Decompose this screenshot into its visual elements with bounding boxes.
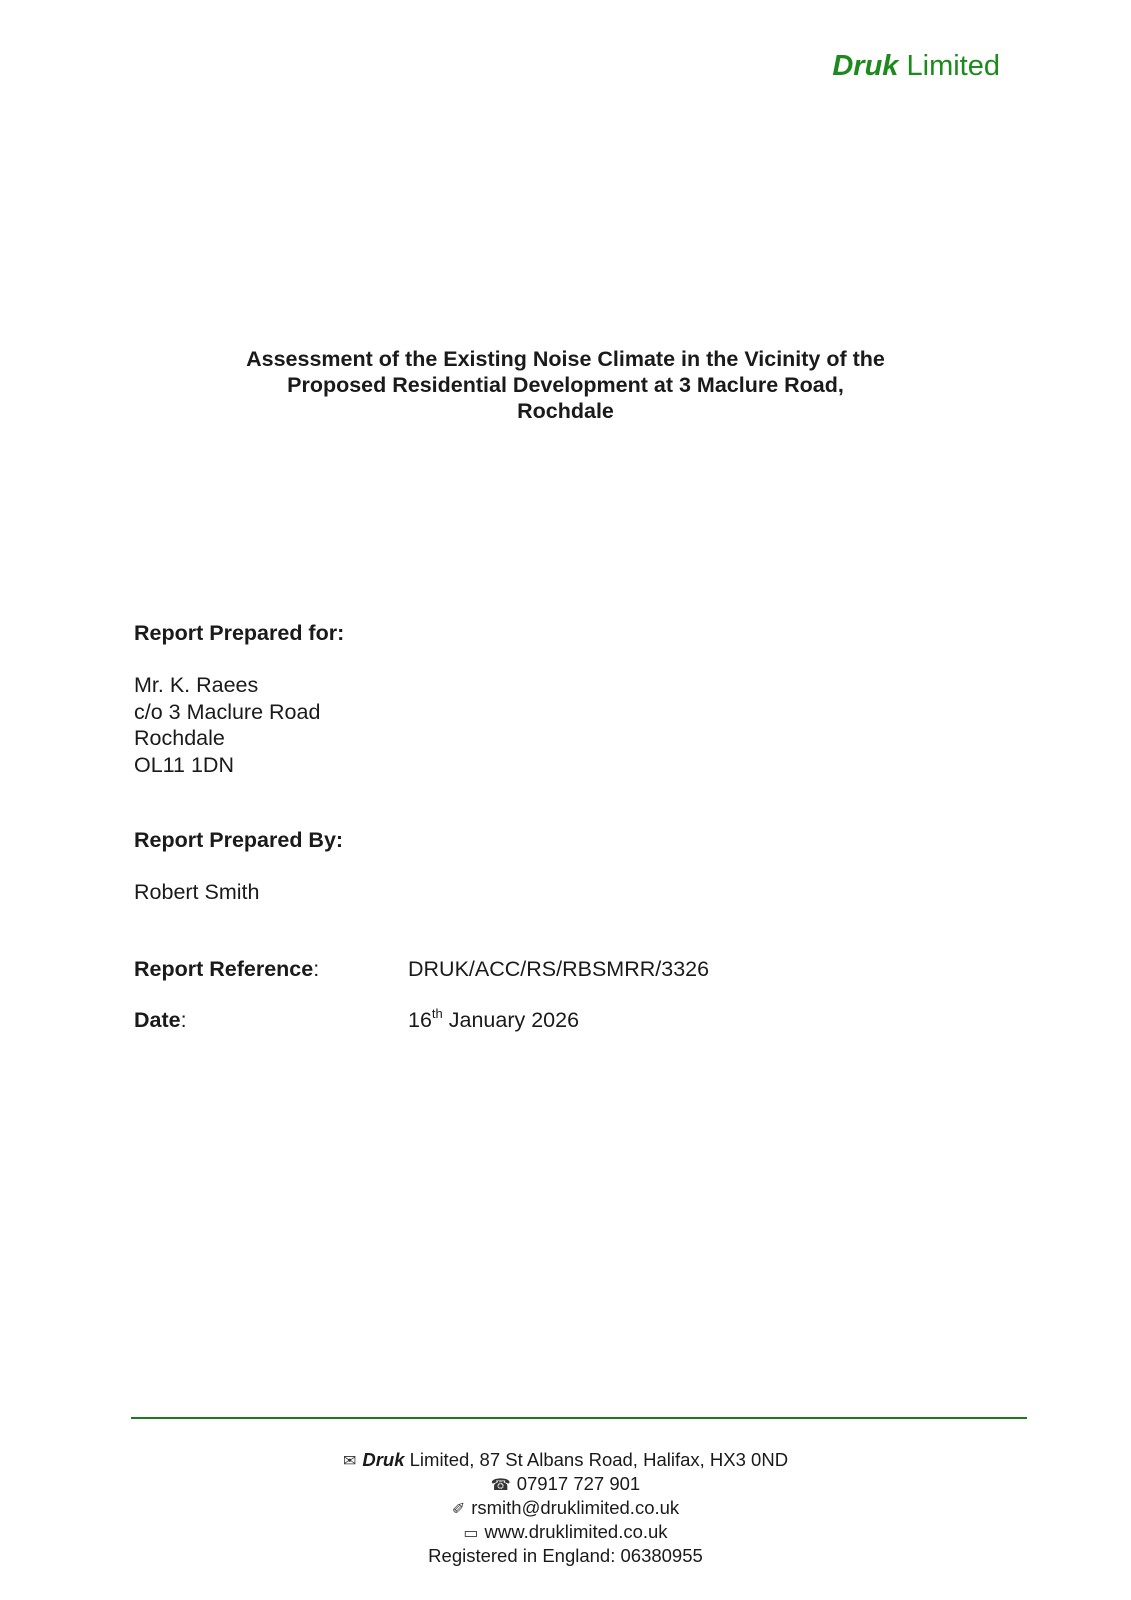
footer-phone-line [0,1473,1131,1497]
reference-value: DRUK/ACC/RS/RBSMRR/3326 [408,957,710,981]
author-name-block [134,879,259,906]
address-line: Mr. K. Raees [134,673,259,697]
footer-email[interactable]: rsmith@druklimited.co.uk [471,1497,680,1518]
footer-address-line [0,1449,1131,1473]
report-title [0,346,1131,424]
date-day-suffix: th [431,1006,443,1021]
footer-registration: Registered in England: 06380955 [428,1545,703,1566]
client-address [134,672,320,778]
footer [0,1449,1131,1567]
address-line: Rochdale [134,726,225,750]
computer-icon: ▭ [463,1525,479,1542]
address-line: OL11 1DN [134,752,234,777]
date-row [134,1006,580,1033]
prepared-for-section [134,620,344,647]
date-value [408,1007,579,1033]
footer-address: Limited, 87 St Albans Road, Halifax, HX3 0ND [404,1449,789,1470]
reference-colon: : [313,957,320,981]
footer-brand: Druk [362,1449,405,1470]
report-reference-row [134,956,710,982]
company-logo [832,52,1000,81]
envelope-icon: ✉ [342,1453,357,1470]
mouse-icon: ✐ [451,1501,466,1518]
logo-suffix: Limited [906,50,1000,82]
title-line: Rochdale [517,399,614,423]
footer-divider [131,1417,1027,1419]
title-line: Assessment of the Existing Noise Climate in the Vicinity of the [246,347,885,371]
footer-website-line [0,1521,1131,1545]
author-name: Robert Smith [134,880,260,904]
footer-website[interactable]: www.druklimited.co.uk [484,1521,668,1542]
date-label: Date [134,1008,181,1032]
date-rest: January 2026 [442,1008,580,1032]
logo-brand: Druk [832,50,899,82]
address-line: c/o 3 Maclure Road [134,699,321,724]
prepared-by-heading: Report Prepared By: [134,828,344,852]
footer-phone: 07917 727 901 [516,1473,641,1494]
title-line: Proposed Residential Development at 3 Maclure Road, [287,373,844,397]
prepared-by-section [134,827,343,854]
prepared-for-heading: Report Prepared for: [134,621,345,645]
reference-label: Report Reference [134,957,314,981]
footer-email-line [0,1497,1131,1521]
telephone-icon: ☎ [490,1477,511,1494]
date-colon: : [180,1008,187,1032]
date-day: 16 [408,1008,432,1032]
